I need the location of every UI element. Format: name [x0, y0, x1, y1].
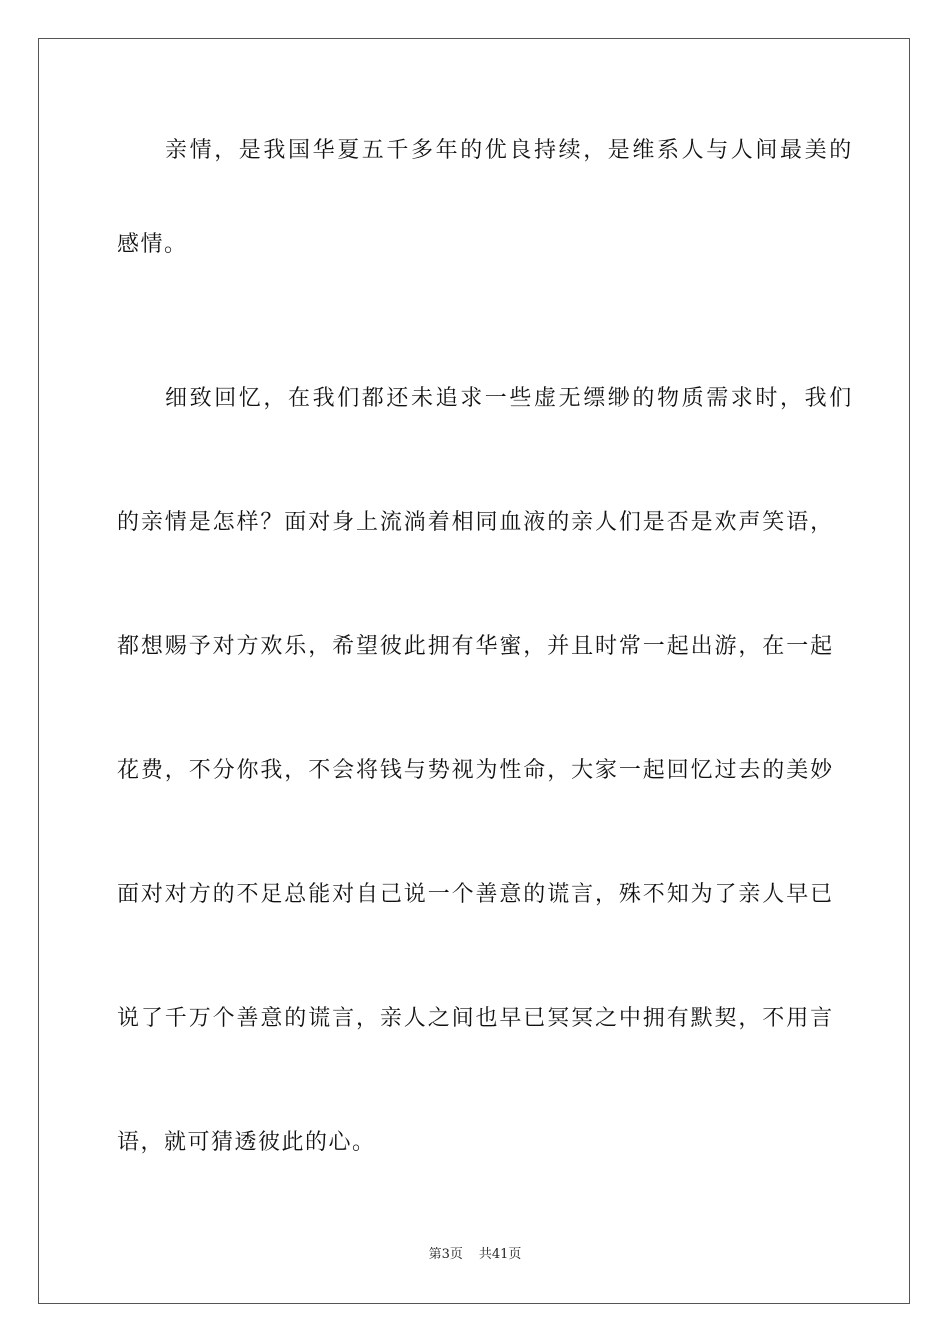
total-pages: 共41页	[478, 1247, 522, 1262]
paragraph-2-line-2: 的亲情是怎样？面对身上流淌着相同血液的亲人们是否是欢声笑语，	[117, 510, 835, 535]
paragraph-2-line-6: 说了千万个善意的谎言，亲人之间也早已冥冥之中拥有默契，不用言	[117, 1006, 835, 1031]
paragraph-1-line-1: 亲情，是我国华夏五千多年的优良持续，是维系人与人间最美的	[165, 138, 854, 163]
paragraph-2-line-4: 花费，不分你我，不会将钱与势视为性命，大家一起回忆过去的美妙	[117, 758, 835, 783]
page-number: 第3页	[428, 1247, 463, 1262]
paragraph-2-line-5: 面对对方的不足总能对自己说一个善意的谎言，殊不知为了亲人早已	[117, 882, 835, 907]
paragraph-2-line-1: 细致回忆，在我们都还未追求一些虚无缥缈的物质需求时，我们	[165, 386, 854, 411]
paragraph-1-line-2: 感情。	[117, 232, 188, 257]
page-footer	[0, 1246, 950, 1264]
paragraph-2-line-3: 都想赐予对方欢乐，希望彼此拥有华蜜，并且时常一起出游，在一起	[117, 634, 835, 659]
page-border	[38, 38, 910, 1304]
paragraph-2-line-7: 语，就可猜透彼此的心。	[117, 1130, 376, 1155]
